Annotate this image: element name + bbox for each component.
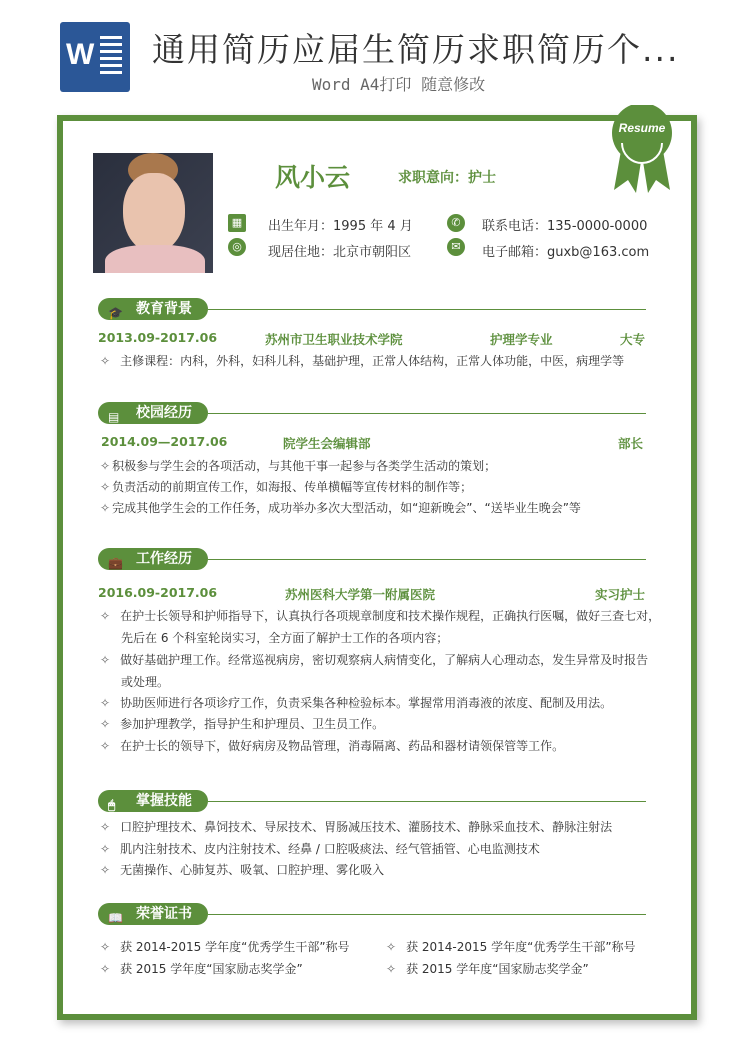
word-app-icon: W bbox=[60, 22, 130, 92]
education-major: 护理学专业 bbox=[490, 332, 553, 347]
list-item: ✧ 获 2015 学年度“国家励志奖学金” bbox=[100, 962, 303, 976]
resume-ribbon-icon bbox=[604, 105, 680, 195]
section-campus: ▤ 校园经历 bbox=[98, 402, 646, 424]
list-item: ✧ 主修课程：内科，外科，妇科儿科，基础护理，正常人体结构，正常人体功能，中医，病理学等 bbox=[100, 354, 625, 368]
books-icon: ▤ bbox=[108, 410, 120, 424]
education-degree: 大专 bbox=[620, 332, 646, 347]
resume-badge-text: Resume bbox=[618, 121, 666, 135]
education-date: 2013.09-2017.06 bbox=[98, 330, 218, 345]
candidate-name: 风小云 bbox=[275, 163, 351, 192]
list-item: ✧ 无菌操作、心肺复苏、吸氧、口腔护理、雾化吸入 bbox=[100, 863, 385, 877]
list-item-cont: 先后在 6 个科室轮岗实习，全方面了解护士工作的各项内容； bbox=[121, 631, 449, 645]
list-item: ✧ 口腔护理技术、鼻饲技术、导尿技术、胃肠减压技术、灌肠技术、静脉采血技术、静脉注射法 bbox=[100, 820, 613, 834]
profile-photo bbox=[93, 153, 213, 273]
birth-date: 出生年月：1995 年 4 月 bbox=[268, 219, 413, 234]
calendar-icon: ▦ bbox=[228, 214, 246, 232]
work-org: 苏州医科大学第一附属医院 bbox=[285, 587, 436, 602]
section-education: 🎓 教育背景 bbox=[98, 298, 646, 320]
email: 电子邮箱：guxb@163.com bbox=[482, 245, 650, 260]
list-item: ✧ 获 2015 学年度“国家励志奖学金” bbox=[386, 962, 589, 976]
campus-org: 院学生会编辑部 bbox=[283, 436, 371, 451]
education-school: 苏州市卫生职业技术学院 bbox=[265, 332, 403, 347]
list-item: ✧ 在护士长领导和护师指导下，认真执行各项规章制度和技术操作规程，正确执行医嘱，做好三查七对， bbox=[100, 609, 661, 623]
campus-role: 部长 bbox=[618, 436, 644, 451]
mouse-icon: 🖱 bbox=[108, 798, 116, 812]
list-item: ✧ 负责活动的前期宣传工作，如海报、传单横幅等宣传材料的制作等； bbox=[100, 480, 473, 494]
list-item: ✧ 肌内注射技术、皮内注射技术、经鼻 / 口腔吸痰法、经气管插管、心电监测技术 bbox=[100, 842, 540, 856]
section-honors: 📖 荣誉证书 bbox=[98, 903, 646, 925]
document-title: 通用简历应届生简历求职简历个... bbox=[152, 30, 680, 69]
work-role: 实习护士 bbox=[595, 587, 646, 602]
section-skills: 🖱 掌握技能 bbox=[98, 790, 646, 812]
section-work: 💼 工作经历 bbox=[98, 548, 646, 570]
address: 现居住地：北京市朝阳区 bbox=[268, 245, 412, 260]
list-item: ✧ 在护士长的领导下，做好病房及物品管理，消毒隔离、药品和器材请领保管等工作。 bbox=[100, 739, 565, 753]
graduation-cap-icon: 🎓 bbox=[108, 306, 123, 320]
campus-date: 2014.09—2017.06 bbox=[101, 434, 228, 449]
list-item: ✧ 积极参与学生会的各项活动，与其他干事一起参与各类学生活动的策划； bbox=[100, 459, 497, 473]
list-item: ✧ 获 2014-2015 学年度“优秀学生干部”称号 bbox=[100, 940, 350, 954]
phone-icon: ✆ bbox=[447, 214, 465, 232]
email-icon: ✉ bbox=[447, 238, 465, 256]
list-item-cont: 或处理。 bbox=[121, 675, 170, 689]
document-subtitle: Word A4打印 随意修改 bbox=[312, 75, 486, 94]
list-item: ✧ 获 2014-2015 学年度“优秀学生干部”称号 bbox=[386, 940, 636, 954]
list-item: ✧ 完成其他学生会的工作任务，成功举办多次大型活动，如“迎新晚会”、“送毕业生晚会”等 bbox=[100, 501, 581, 515]
job-intent: 求职意向：护士 bbox=[398, 170, 496, 186]
list-item: ✧ 参加护理教学，指导护生和护理员、卫生员工作。 bbox=[100, 717, 385, 731]
book-icon: 📖 bbox=[108, 911, 123, 925]
location-icon: ◎ bbox=[228, 238, 246, 256]
phone: 联系电话：135-0000-0000 bbox=[482, 219, 648, 234]
work-date: 2016.09-2017.06 bbox=[98, 585, 218, 600]
list-item: ✧ 协助医师进行各项诊疗工作，负责采集各种检验标本。掌握常用消毒液的浓度、配制及用法。 bbox=[100, 696, 613, 710]
briefcase-icon: 💼 bbox=[108, 556, 123, 570]
list-item: ✧ 做好基础护理工作。经常巡视病房，密切观察病人病情变化，了解病人心理动态，发生异常及时报告 bbox=[100, 653, 649, 667]
